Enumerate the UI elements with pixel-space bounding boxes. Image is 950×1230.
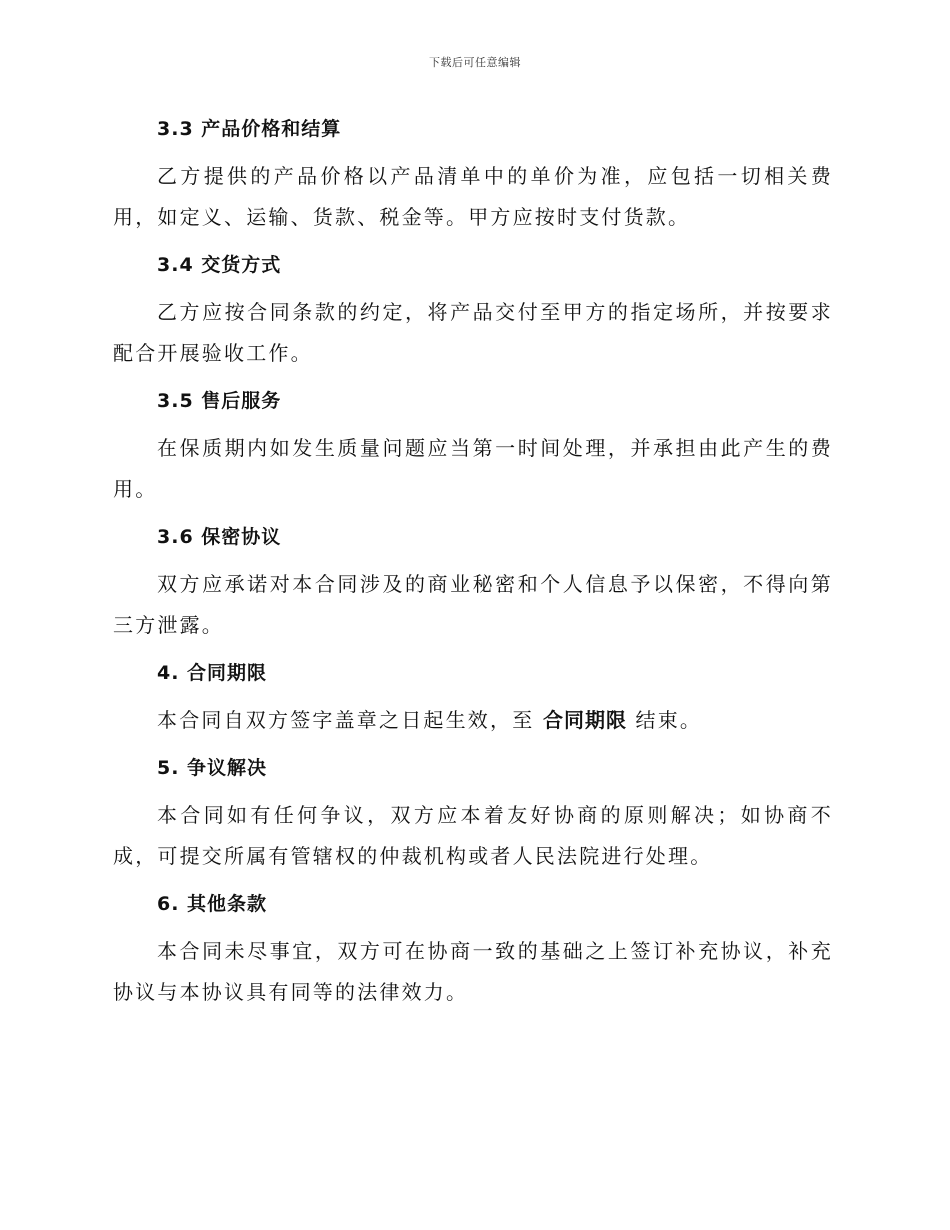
section-body-3-5: 在保质期内如发生质量问题应当第一时间处理，并承担由此产生的费用。 [113, 436, 833, 501]
document-body [113, 110, 833, 1021]
section-body-4-before: 本合同自双方签字盖章之日起生效，至 [157, 708, 543, 732]
section-body-3-6: 双方应承诺对本合同涉及的商业秘密和个人信息予以保密，不得向第三方泄露。 [113, 572, 833, 637]
section-title-4: 4. 合同期限 [157, 662, 268, 684]
section-title-6: 6. 其他条款 [157, 893, 268, 915]
section-title-3-4: 3.4 交货方式 [157, 254, 282, 276]
section-body-3-3: 乙方提供的产品价格以产品清单中的单价为准，应包括一切相关费用，如定义、运输、货款、税金等。甲方应按时支付货款。 [113, 164, 833, 229]
section-body-6: 本合同未尽事宜，双方可在协商一致的基础之上签订补充协议，补充协议与本协议具有同等的法律效力。 [113, 939, 833, 1004]
section-title-5: 5. 争议解决 [157, 757, 268, 779]
section-body-4-bold: 合同期限 [542, 708, 627, 732]
section-title-3-3: 3.3 产品价格和结算 [157, 118, 342, 140]
section-title-3-6: 3.6 保密协议 [157, 526, 282, 548]
section-body-3-4: 乙方应按合同条款的约定，将产品交付至甲方的指定场所，并按要求配合开展验收工作。 [113, 300, 833, 365]
page-header: 下载后可任意编辑 [429, 56, 521, 69]
section-body-4-after: 结束。 [626, 708, 703, 732]
section-body-4 [113, 700, 833, 741]
section-title-3-5: 3.5 售后服务 [157, 390, 282, 412]
section-body-5: 本合同如有任何争议，双方应本着友好协商的原则解决；如协商不成，可提交所属有管辖权的仲裁机构或者人民法院进行处理。 [113, 803, 833, 868]
